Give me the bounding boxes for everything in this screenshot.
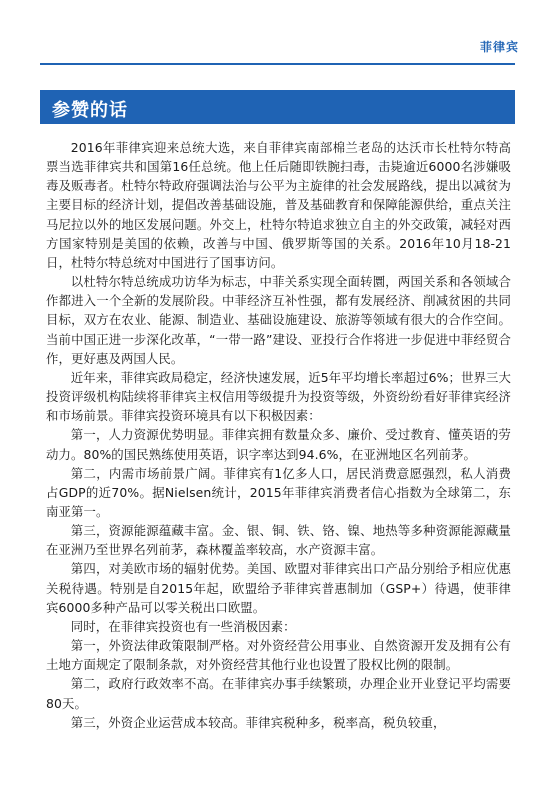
running-header: 菲律宾	[479, 40, 519, 54]
paragraph: 第二，内需市场前景广阔。菲律宾有1亿多人口，居民消费意愿强烈，私人消费占GDP的近70%。据Nielsen统计，2015年菲律宾消费者信心指数为全球第二，东南亚第一。	[46, 465, 511, 519]
paragraph: 第三，外资企业运营成本较高。菲律宾税种多，税率高，税负较重，	[70, 714, 446, 730]
header-rule	[40, 63, 515, 65]
section-banner	[40, 90, 515, 124]
paragraph: 以杜特尔特总统成功访华为标志，中菲关系实现全面转圜，两国关系和各领域合作都进入一个全新的发展阶段。中菲经济互补性强，都有发展经济、削减贫困的共同目标，双方在农业、能源、制造业、基础设施建设、旅游等领域有很大的合作空间。当前中国正进一步深化改革，“一带一路”建设、亚投行合作将进一步促进中菲经贸合作，更好惠及两国人民。	[46, 274, 511, 366]
paragraph: 近年来，菲律宾政局稳定，经济快速发展，近5年平均增长率超过6%；世界三大投资评级机构陆续将菲律宾主权信用等级提升为投资等级，外资纷纷看好菲律宾经济和市场前景。菲律宾投资环境具有以下积极因素：	[46, 369, 511, 424]
paragraph: 第四，对美欧市场的辐射优势。美国、欧盟对菲律宾出口产品分别给予相应优惠关税待遇。特别是自2015年起，欧盟给予菲律宾普惠制加（GSP+）待遇，使菲律宾6000多种产品可以零关税出口欧盟。	[46, 561, 511, 615]
body-text	[46, 138, 511, 732]
paragraph: 第二，政府行政效率不高。在菲律宾办事手续繁琐，办理企业开业登记平均需要80天。	[46, 676, 511, 711]
paragraph: 2016年菲律宾迎来总统大选，来自菲律宾南部棉兰老岛的达沃市长杜特尔特高票当选菲律宾共和国第16任总统。他上任后随即铁腕扫毒，击毙逾近6000名涉嫌吸毒及贩毒者。杜特尔特政府强调法治与公平为主旋律的社会发展路线，提出以减贫为主要目标的经济计划，提倡改善基础设施，普及基础教育和保障能源供给，重点关注马尼拉以外的地区发展问题。外交上，杜特尔特追求独立自主的外交政策，减轻对西方国家特别是美国的依赖，改善与中国、俄罗斯等国的关系。2016年10月18-21日，杜特尔特总统对中国进行了国事访问。	[46, 140, 511, 270]
section-title: 参赞的话	[52, 100, 128, 121]
paragraph: 第一，外资法律政策限制严格。对外资经营公用事业、自然资源开发及拥有公有土地方面规定了限制条款，对外资经营其他行业也设置了股权比例的限制。	[46, 638, 511, 673]
paragraph: 第三，资源能源蕴藏丰富。金、银、铜、铁、铬、镍、地热等多种资源能源藏量在亚洲乃至世界名列前茅，森林覆盖率较高，水产资源丰富。	[46, 523, 511, 558]
paragraph: 第一，人力资源优势明显。菲律宾拥有数量众多、廉价、受过教育、懂英语的劳动力。80%的国民熟练使用英语，识字率达到94.6%，在亚洲地区名列前茅。	[46, 427, 511, 462]
paragraph: 同时，在菲律宾投资也有一些消极因素：	[70, 618, 296, 634]
